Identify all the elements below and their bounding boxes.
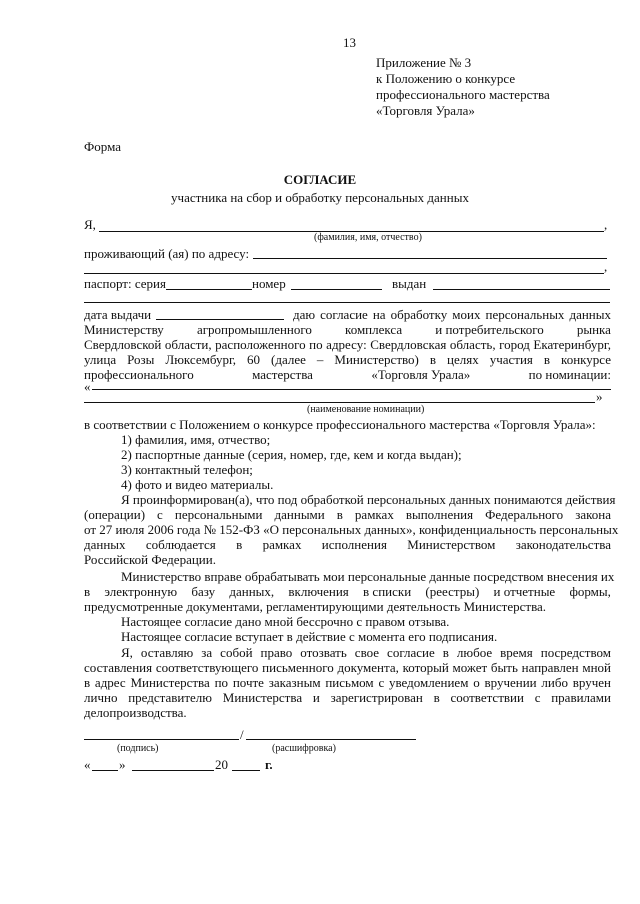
consent-line-5 — [84, 367, 611, 382]
nomination-input-line-2[interactable] — [84, 402, 595, 403]
appendix-line-4: «Торговля Урала» — [376, 103, 475, 118]
consent-word: комплекса — [345, 322, 403, 337]
consent-line-3: Свердловской области, расположенного по адресу: Свердловская область, город Екатеринбург, — [84, 337, 611, 352]
passport-issued-input-line-2[interactable] — [84, 302, 610, 303]
paragraph-word: соблюдается — [145, 537, 216, 552]
date-month-input-line[interactable] — [132, 770, 214, 771]
paragraph-3: Настоящее согласие дано мной бессрочно с правом отзыва. — [121, 614, 450, 629]
fio-caption: (фамилия, имя, отчество) — [314, 232, 422, 243]
per-position-text: в соответствии с Положением о конкурсе профессионального мастерства «Торговля Урала»: — [84, 417, 596, 432]
issue-date-input-line[interactable] — [156, 319, 284, 320]
consent-word: и потребительского — [435, 322, 544, 337]
page-number: 13 — [343, 35, 356, 50]
paragraph-5-line-3: в адрес Министерства по почте заказным письмом с уведомлением о вручении либо вручен — [84, 675, 611, 690]
paragraph-5-line-1: Я, оставляю за собой право отозвать свое согласие в любое время посредством — [121, 645, 611, 660]
paragraph-word: в — [84, 584, 91, 599]
signature-decode-input-line[interactable] — [246, 739, 416, 740]
paragraph-5-line-2: составления соответствующего письменного документа, который может быть направлен мной — [84, 660, 611, 675]
fio-comma: , — [604, 217, 608, 232]
address-input-line-2[interactable] — [84, 273, 604, 274]
year-suffix: г. — [265, 757, 273, 772]
decode-caption: (расшифровка) — [272, 743, 336, 754]
passport-series-input-line[interactable] — [166, 289, 252, 290]
document-subtitle: участника на сбор и обработку персональных данных — [171, 190, 469, 205]
nomination-close-quote: » — [596, 389, 603, 404]
nomination-caption: (наименование номинации) — [307, 404, 425, 415]
paragraph-word: данных, — [229, 584, 275, 599]
address-label: проживающий (ая) по адресу: — [84, 246, 250, 261]
paragraph-word: рамках — [262, 537, 302, 552]
paragraph-5-line-4: лично представителю Министерства и зарегистрирован в соответствии с правилами — [84, 690, 611, 705]
paragraph-word: Министерством — [407, 537, 496, 552]
passport-number-input-line[interactable] — [291, 289, 382, 290]
appendix-line-1: Приложение № 3 — [376, 55, 472, 70]
address-input-line[interactable] — [253, 258, 607, 259]
nomination-open-quote: « — [84, 379, 91, 394]
passport-series-label: паспорт: серия — [84, 276, 166, 291]
consent-line-1: даю согласие на обработку моих персональных данных — [293, 307, 611, 322]
consent-word: Министерству — [84, 322, 164, 337]
paragraph-word: электронную — [104, 584, 178, 599]
signature-input-line[interactable] — [84, 739, 239, 740]
consent-word: рынка — [576, 322, 611, 337]
paragraph-2-line-3: предусмотренные документами, регламентирующими деятельность Министерства. — [84, 599, 547, 614]
list-item: 1) фамилия, имя, отчество; — [121, 432, 271, 447]
consent-word: мастерства — [252, 367, 313, 382]
paragraph-word: включения — [288, 584, 349, 599]
address-comma: , — [604, 259, 608, 274]
appendix-line-2: к Положению о конкурсе — [376, 71, 516, 86]
list-item: 2) паспортные данные (серия, номер, где, кем и когда выдан); — [121, 447, 462, 462]
form-label: Форма — [84, 139, 121, 154]
list-item: 3) контактный телефон; — [121, 462, 253, 477]
paragraph-word: данных — [84, 537, 126, 552]
consent-word: агропромышленного — [196, 322, 312, 337]
passport-number-label: номер — [252, 276, 286, 291]
signature-slash: / — [240, 727, 244, 742]
year-prefix: 20 — [215, 757, 228, 772]
document-title: СОГЛАСИЕ — [283, 172, 357, 187]
paragraph-word: в — [236, 537, 243, 552]
paragraph-1-line-4 — [84, 537, 611, 552]
paragraph-word: (реестры) — [425, 584, 480, 599]
consent-word: по номинации: — [528, 367, 611, 382]
paragraph-1-line-1: Я проинформирован(а), что под обработкой персональных данных понимаются действия — [121, 492, 616, 507]
appendix-line-3: профессионального мастерства — [376, 87, 550, 102]
paragraph-word: и отчетные — [493, 584, 556, 599]
consent-word: профессионального — [84, 367, 194, 382]
paragraph-1-line-5: Российской Федерации. — [84, 552, 216, 567]
date-day-input-line[interactable] — [92, 770, 118, 771]
date-open-quote: « — [84, 757, 91, 772]
date-close-quote: » — [119, 757, 126, 772]
ya-label: Я, — [84, 217, 96, 232]
issue-date-label: дата выдачи — [84, 307, 152, 322]
passport-issued-label: выдан — [392, 276, 427, 291]
list-item: 4) фото и видео материалы. — [121, 477, 274, 492]
date-year-input-line[interactable] — [232, 770, 260, 771]
paragraph-2-line-2 — [84, 584, 611, 599]
paragraph-4: Настоящее согласие вступает в действие с момента его подписания. — [121, 629, 498, 644]
consent-line-2 — [84, 322, 611, 337]
paragraph-word: базу — [191, 584, 216, 599]
paragraph-5-line-5: делопроизводства. — [84, 705, 187, 720]
consent-word: «Торговля Урала» — [371, 367, 471, 382]
consent-line-4: улица Розы Люксембург, 60 (далее – Министерство) в целях участия в конкурсе — [84, 352, 611, 367]
paragraph-word: в списки — [363, 584, 412, 599]
passport-issued-input-line[interactable] — [433, 289, 610, 290]
paragraph-2-line-1: Министерство вправе обрабатывать мои персональные данные посредством внесения их — [121, 569, 615, 584]
paragraph-word: формы, — [569, 584, 611, 599]
paragraph-word: законодательства — [515, 537, 611, 552]
paragraph-1-line-3: от 27 июля 2006 года № 152-ФЗ «О персональных данных», конфиденциальность персональных — [84, 522, 619, 537]
paragraph-word: исполнения — [321, 537, 387, 552]
nomination-input-line[interactable] — [92, 389, 611, 390]
signature-caption: (подпись) — [117, 743, 159, 754]
paragraph-1-line-2: (операции) с персональными данными в рамках выполнения Федерального закона — [84, 507, 611, 522]
